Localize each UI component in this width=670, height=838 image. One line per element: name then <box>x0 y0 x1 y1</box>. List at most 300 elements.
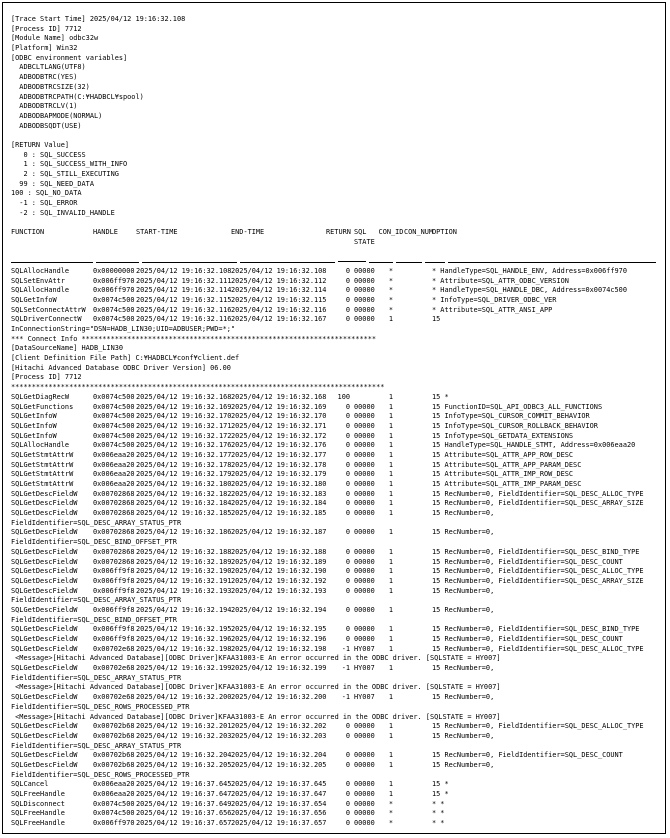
cell-function: SQLGetInfoW <box>11 412 57 421</box>
trace-row <box>11 509 659 519</box>
cell-handle: 0x006ff9f8 <box>93 625 135 634</box>
cell-sql-state: HY007 <box>354 693 375 702</box>
cell-sql-state: 00000 <box>354 576 375 585</box>
cell-con-num <box>404 790 424 800</box>
cell-return: 0 <box>345 266 350 275</box>
cell-con-id: * <box>388 295 394 304</box>
trace-row <box>11 528 659 538</box>
cell-sql-state: 00000 <box>354 586 375 595</box>
cell-con-id: 1 <box>388 605 394 614</box>
cell-start-time: 2025/04/12 19:16:37.647 <box>136 790 232 798</box>
cell-start-time: 2025/04/12 19:16:32.200 <box>136 693 232 702</box>
header-line: 99 : SQL_NEED_DATA <box>11 179 94 188</box>
cell-con-num <box>404 693 424 703</box>
cell-end-time: 2025/04/12 19:16:32.188 <box>231 547 327 556</box>
col-con-num: CON_NUM <box>404 228 434 237</box>
cell-con-num <box>404 499 424 509</box>
cell-return: 0 <box>345 557 350 566</box>
trace-row <box>11 548 659 558</box>
cell-start-time: 2025/04/12 19:16:32.179 <box>136 470 232 479</box>
column-separator <box>11 257 659 267</box>
cell-return: 0 <box>345 412 350 421</box>
cell-start-time: 2025/04/12 19:16:32.115 <box>136 295 232 304</box>
cell-function: SQLCancel <box>11 780 49 789</box>
cell-return: 0 <box>345 760 350 769</box>
cell-option: 15 RecNumber=0, FieldIdentifier=SQL_DESC_COUNT <box>432 751 623 760</box>
trace-row <box>11 499 659 509</box>
trace-row <box>11 800 659 810</box>
cell-return: 0 <box>345 635 350 643</box>
cell-option: 15 InfoType=SQL_GETDATA_EXTENSIONS <box>432 431 574 440</box>
cell-con-id: 1 <box>388 576 394 585</box>
trace-row <box>11 470 659 480</box>
cell-con-num <box>404 664 424 674</box>
header-line: -2 : SQL_INVALID_HANDLE <box>11 208 115 217</box>
cell-function: SQLDriverConnectW <box>11 315 82 324</box>
cell-end-time: 2025/04/12 19:16:32.190 <box>231 567 327 576</box>
trace-row <box>11 645 659 655</box>
cell-con-id: 1 <box>388 441 394 450</box>
cell-con-num <box>404 587 424 597</box>
cell-return: 0 <box>345 441 350 450</box>
cell-con-num <box>404 732 424 742</box>
cell-option: 15 RecNumber=0, FieldIdentifier=SQL_DESC_BIND_TYPE <box>432 547 640 556</box>
trace-row <box>11 664 659 674</box>
cell-start-time: 2025/04/12 19:16:32.199 <box>136 664 232 673</box>
cell-con-num <box>404 819 424 829</box>
trace-row <box>11 790 659 800</box>
cell-handle: 0x0074c500 <box>93 431 135 440</box>
cell-con-num <box>404 441 424 451</box>
cell-function: SQLGetDescFieldW <box>11 586 78 595</box>
cell-end-time: 2025/04/12 19:16:32.112 <box>231 276 327 285</box>
cell-function: SQLFreeHandle <box>11 809 65 818</box>
cell-con-id: 1 <box>388 664 394 673</box>
cell-function: SQLGetStmtAttrW <box>11 480 74 488</box>
cell-start-time: 2025/04/12 19:16:32.205 <box>136 760 232 769</box>
cell-end-time: 2025/04/12 19:16:32.184 <box>231 499 327 508</box>
cell-con-num <box>404 267 424 277</box>
cell-con-num <box>404 635 424 645</box>
cell-handle: 0x006ff9f8 <box>93 576 135 585</box>
cell-return: 0 <box>345 605 350 614</box>
cell-function: SQLGetStmtAttrW <box>11 450 74 459</box>
cell-start-time: 2025/04/12 19:16:32.176 <box>136 441 232 450</box>
cell-option: * * <box>432 819 445 828</box>
cell-end-time: 2025/04/12 19:16:32.189 <box>231 557 327 566</box>
cell-con-num <box>404 558 424 568</box>
cell-con-id: 1 <box>388 402 394 411</box>
cell-start-time: 2025/04/12 19:16:32.201 <box>136 722 232 731</box>
trace-row <box>11 761 659 771</box>
continuation-line: FieldIdentifier=SQL_DESC_ARRAY_STATUS_PTR <box>11 741 182 750</box>
cell-sql-state: 00000 <box>354 315 375 324</box>
cell-handle: 0x006eaa20 <box>93 460 135 469</box>
cell-return: 0 <box>345 509 350 518</box>
cell-sql-state: 00000 <box>354 509 375 518</box>
cell-function: SQLGetDescFieldW <box>11 499 78 508</box>
cell-return: 0 <box>345 819 350 828</box>
trace-row <box>11 403 659 413</box>
cell-function: SQLSetEnvAttr <box>11 276 65 285</box>
connect-info-line: [Client Definition File Path] C:¥HADBCL¥conf¥client.def <box>11 354 240 363</box>
col-end-time: END-TIME <box>231 228 265 237</box>
header-line: ADBODBTRC(YES) <box>11 73 78 82</box>
cell-return: 0 <box>345 489 350 498</box>
trace-row <box>11 606 659 616</box>
continuation-line: FieldIdentifier=SQL_DESC_ROWS_PROCESSED_PTR <box>11 702 190 711</box>
trace-row <box>11 780 659 790</box>
cell-handle: 0x0074c500 <box>93 421 135 430</box>
cell-end-time: 2025/04/12 19:16:32.193 <box>231 586 327 595</box>
trace-row <box>11 567 659 577</box>
cell-option: 15 <box>432 315 441 324</box>
cell-handle: 0x006eaa20 <box>93 790 135 798</box>
cell-sql-state: HY007 <box>354 644 375 653</box>
cell-start-time: 2025/04/12 19:16:32.177 <box>136 450 232 459</box>
cell-con-num <box>404 470 424 480</box>
cell-handle: 0x00702868 <box>93 547 135 556</box>
connect-info-line: [Process ID] 7712 <box>11 373 82 382</box>
cell-option: 15 InfoType=SQL_CURSOR_COMMIT_BEHAVIOR <box>432 412 590 421</box>
cell-return: 0 <box>345 567 350 576</box>
trace-row <box>11 732 659 742</box>
cell-sql-state: 00000 <box>354 295 375 304</box>
cell-start-time: 2025/04/12 19:16:37.656 <box>136 809 232 818</box>
cell-start-time: 2025/04/12 19:16:32.170 <box>136 412 232 421</box>
cell-end-time: 2025/04/12 19:16:32.194 <box>231 605 327 614</box>
cell-con-num <box>404 315 424 325</box>
cell-option: 15 RecNumber=0, FieldIdentifier=SQL_DESC_ALLOC_TYPE <box>432 489 644 498</box>
cell-option: 15 Attribute=SQL_ATTR_APP_PARAM_DESC <box>432 460 582 469</box>
cell-end-time: 2025/04/12 19:16:32.176 <box>231 441 327 450</box>
cell-function: SQLSetConnectAttrW <box>11 305 86 314</box>
cell-end-time: 2025/04/12 19:16:37.656 <box>231 809 327 818</box>
cell-con-id: 1 <box>388 625 394 634</box>
cell-end-time: 2025/04/12 19:16:32.116 <box>231 305 327 314</box>
header-line: ADBODBTRCLV(1) <box>11 102 78 111</box>
cell-option: 15 Attribute=SQL_ATTR_APP_ROW_DESC <box>432 450 574 459</box>
cell-sql-state: 00000 <box>354 276 375 285</box>
cell-sql-state: 00000 <box>354 499 375 508</box>
header-line: ADBODBSQDT(USE) <box>11 121 82 130</box>
header-line: 1 : SQL_SUCCESS_WITH_INFO <box>11 160 128 169</box>
trace-log-document <box>2 2 666 834</box>
cell-function: SQLGetStmtAttrW <box>11 460 74 469</box>
cell-option: 15 Attribute=SQL_ATTR_IMP_PARAM_DESC <box>432 480 582 488</box>
cell-sql-state: 00000 <box>354 450 375 459</box>
trace-header <box>11 15 659 218</box>
cell-option: 15 RecNumber=0, FieldIdentifier=SQL_DESC_ALLOC_TYPE <box>432 644 644 653</box>
cell-start-time: 2025/04/12 19:16:32.182 <box>136 489 232 498</box>
cell-return: 0 <box>345 286 350 295</box>
cell-end-time: 2025/04/12 19:16:32.170 <box>231 412 327 421</box>
cell-return: 0 <box>345 315 350 324</box>
cell-con-id: 1 <box>388 489 394 498</box>
cell-function: SQLGetDescFieldW <box>11 625 78 634</box>
cell-sql-state: 00000 <box>354 470 375 479</box>
cell-end-time: 2025/04/12 19:16:32.171 <box>231 421 327 430</box>
cell-start-time: 2025/04/12 19:16:32.195 <box>136 625 232 634</box>
cell-option: 15 * <box>432 790 449 798</box>
cell-start-time: 2025/04/12 19:16:32.169 <box>136 402 232 411</box>
trace-row <box>11 587 659 597</box>
cell-sql-state: 00000 <box>354 286 375 295</box>
header-line: 0 : SQL_SUCCESS <box>11 150 86 159</box>
cell-handle: 0x00000000 <box>93 266 135 275</box>
cell-handle: 0x006ff9f8 <box>93 635 135 643</box>
cell-function: SQLGetDescFieldW <box>11 722 78 731</box>
trace-row <box>11 286 659 296</box>
trace-row <box>11 306 659 316</box>
col-option: OPTION <box>432 228 457 237</box>
continuation-line: <Message>[Hitachi Advanced Database][ODBC Driver]KFAA31003-E An error occurred in the ODBC driver. [SQLSTATE = HY007] <box>11 683 501 692</box>
cell-sql-state: 00000 <box>354 489 375 498</box>
cell-sql-state: 00000 <box>354 528 375 537</box>
cell-handle: 0x006ff9f8 <box>93 605 135 614</box>
cell-option: * Attribute=SQL_ATTR_ANSI_APP <box>432 305 553 314</box>
cell-sql-state: 00000 <box>354 605 375 614</box>
cell-con-num <box>404 461 424 471</box>
cell-con-num <box>404 480 424 490</box>
cell-con-num <box>404 548 424 558</box>
cell-end-time: 2025/04/12 19:16:32.195 <box>231 625 327 634</box>
cell-function: SQLGetDescFieldW <box>11 547 78 556</box>
cell-start-time: 2025/04/12 19:16:32.114 <box>136 286 232 295</box>
cell-sql-state: 00000 <box>354 760 375 769</box>
cell-start-time: 2025/04/12 19:16:32.194 <box>136 605 232 614</box>
cell-handle: 0x006ff970 <box>93 819 135 828</box>
cell-con-id: 1 <box>388 315 394 324</box>
cell-sql-state: 00000 <box>354 809 375 818</box>
cell-con-num <box>404 393 424 403</box>
header-line: 2 : SQL_STILL_EXECUTING <box>11 170 119 178</box>
cell-start-time: 2025/04/12 19:16:37.645 <box>136 780 232 789</box>
cell-sql-state: HY007 <box>354 664 375 673</box>
cell-con-id: * <box>388 305 394 314</box>
continuation-line: FieldIdentifier=SQL_DESC_BIND_OFFSET_PTR <box>11 538 177 547</box>
cell-function: SQLGetDescFieldW <box>11 509 78 518</box>
cell-option: * Attribute=SQL_ATTR_ODBC_VERSION <box>432 276 569 285</box>
cell-end-time: 2025/04/12 19:16:37.657 <box>231 819 327 828</box>
cell-sql-state: 00000 <box>354 305 375 314</box>
trace-row <box>11 277 659 287</box>
col-start-time: START-TIME <box>136 228 178 237</box>
cell-con-num <box>404 645 424 655</box>
header-line: [Module Name] odbc32w <box>11 34 99 43</box>
cell-con-id: 1 <box>388 528 394 537</box>
cell-con-id: 1 <box>388 450 394 459</box>
cell-end-time: 2025/04/12 19:16:32.177 <box>231 450 327 459</box>
cell-end-time: 2025/04/12 19:16:32.202 <box>231 722 327 731</box>
cell-option: 15 RecNumber=0, <box>432 693 495 702</box>
header-line: -1 : SQL_ERROR <box>11 199 78 208</box>
cell-function: SQLGetDescFieldW <box>11 635 78 643</box>
cell-handle: 0x006ff970 <box>93 276 135 285</box>
cell-handle: 0x00702e68 <box>93 693 135 702</box>
trace-row <box>11 625 659 635</box>
cell-function: SQLGetFunctions <box>11 402 74 411</box>
trace-row <box>11 480 659 490</box>
cell-option: 15 RecNumber=0, <box>432 509 495 518</box>
cell-con-id: 1 <box>388 421 394 430</box>
cell-con-num <box>404 296 424 306</box>
cell-function: SQLGetInfoW <box>11 421 57 430</box>
cell-handle: 0x006ff970 <box>93 286 135 295</box>
cell-end-time: 2025/04/12 19:16:32.200 <box>231 693 327 702</box>
trace-row <box>11 558 659 568</box>
cell-start-time: 2025/04/12 19:16:32.186 <box>136 528 232 537</box>
cell-start-time: 2025/04/12 19:16:32.196 <box>136 635 232 643</box>
continuation-line: <Message>[Hitachi Advanced Database][ODBC Driver]KFAA31003-E An error occurred in the ODBC driver. [SQLSTATE = HY007] <box>11 712 501 721</box>
cell-handle: 0x006eaa20 <box>93 470 135 479</box>
cell-return: 0 <box>345 421 350 430</box>
cell-start-time: 2025/04/12 19:16:32.172 <box>136 431 232 440</box>
cell-handle: 0x0074c500 <box>93 441 135 450</box>
cell-option: 15 RecNumber=0, <box>432 760 495 769</box>
cell-start-time: 2025/04/12 19:16:32.184 <box>136 499 232 508</box>
continuation-line: FieldIdentifier=SQL_DESC_ARRAY_STATUS_PTR <box>11 518 182 527</box>
cell-end-time: 2025/04/12 19:16:32.114 <box>231 286 327 295</box>
cell-handle: 0x00702868 <box>93 509 135 518</box>
header-line: [Platform] Win32 <box>11 44 78 53</box>
cell-end-time: 2025/04/12 19:16:32.196 <box>231 635 327 643</box>
cell-handle: 0x0074c500 <box>93 809 135 818</box>
trace-rows-connect <box>11 267 659 325</box>
cell-return: 0 <box>345 751 350 760</box>
header-line: ADBODBTRCPATH(C:¥HADBCL¥spool) <box>11 92 144 101</box>
cell-function: SQLGetDescFieldW <box>11 644 78 653</box>
cell-handle: 0x00702b68 <box>93 722 135 731</box>
cell-con-num <box>404 277 424 287</box>
cell-con-id: 1 <box>388 693 394 702</box>
trace-row <box>11 722 659 732</box>
cell-return: 0 <box>345 722 350 731</box>
trace-row <box>11 577 659 587</box>
col-sql-state: SQL <box>354 228 367 237</box>
cell-sql-state: 00000 <box>354 722 375 731</box>
cell-handle: 0x006eaa20 <box>93 780 135 789</box>
trace-row <box>11 693 659 703</box>
trace-row <box>11 809 659 819</box>
cell-option: 15 RecNumber=0, FieldIdentifier=SQL_DESC_BIND_TYPE <box>432 625 640 634</box>
cell-con-id: * <box>388 286 394 295</box>
cell-handle: 0x0074c500 <box>93 402 135 411</box>
col-return: RETURN <box>326 228 351 237</box>
cell-return: 0 <box>345 528 350 537</box>
continuation-line: FieldIdentifier=SQL_DESC_ARRAY_STATUS_PTR <box>11 673 182 682</box>
cell-handle: 0x0074c500 <box>93 295 135 304</box>
cell-start-time: 2025/04/12 19:16:32.111 <box>136 276 232 285</box>
cell-start-time: 2025/04/12 19:16:37.657 <box>136 819 232 828</box>
cell-end-time: 2025/04/12 19:16:37.645 <box>231 780 327 789</box>
cell-function: SQLAllocHandle <box>11 266 70 275</box>
cell-end-time: 2025/04/12 19:16:32.187 <box>231 528 327 537</box>
connect-info-line: [Hitachi Advanced Database ODBC Driver Version] 06.00 <box>11 363 231 372</box>
connect-info-line: *** Connect Info *********************************************************************** <box>11 334 377 343</box>
cell-sql-state: 00000 <box>354 421 375 430</box>
col-sql-state-2: STATE <box>354 237 375 246</box>
cell-sql-state: 00000 <box>354 799 375 808</box>
cell-option: 15 RecNumber=0, <box>432 586 495 595</box>
cell-end-time: 2025/04/12 19:16:32.168 <box>231 392 327 401</box>
header-line: 100 : SQL_NO_DATA <box>11 189 82 198</box>
cell-sql-state: 00000 <box>354 441 375 450</box>
trace-row <box>11 635 659 645</box>
col-con-id: CON_ID <box>378 228 404 237</box>
cell-function: SQLAllocHandle <box>11 441 70 450</box>
cell-con-id: 1 <box>388 460 394 469</box>
cell-option: 15 RecNumber=0, <box>432 664 495 673</box>
cell-con-num <box>404 432 424 442</box>
cell-con-id: 1 <box>388 731 394 740</box>
cell-function: SQLDisconnect <box>11 799 65 808</box>
cell-return: -1 <box>341 693 350 702</box>
cell-con-id: * <box>388 809 394 818</box>
cell-start-time: 2025/04/12 19:16:32.190 <box>136 567 232 576</box>
cell-con-num <box>404 286 424 296</box>
cell-function: SQLGetDescFieldW <box>11 567 78 576</box>
cell-con-id: 1 <box>388 547 394 556</box>
trace-row <box>11 441 659 451</box>
cell-con-id: 1 <box>388 480 394 488</box>
cell-function: SQLGetDescFieldW <box>11 751 78 760</box>
cell-return: 0 <box>345 295 350 304</box>
cell-end-time: 2025/04/12 19:16:32.180 <box>231 480 327 488</box>
cell-sql-state: 00000 <box>354 557 375 566</box>
cell-function: SQLGetDescFieldW <box>11 760 78 769</box>
trace-row <box>11 267 659 277</box>
cell-option: 15 RecNumber=0, FieldIdentifier=SQL_DESC_ARRAY_SIZE <box>432 499 644 508</box>
continuation-line: <Message>[Hitachi Advanced Database][ODBC Driver]KFAA31003-E An error occurred in the ODBC driver. [SQLSTATE = HY007] <box>11 654 501 663</box>
continuation-line: FieldIdentifier=SQL_DESC_ARRAY_STATUS_PTR <box>11 596 182 605</box>
cell-sql-state: 00000 <box>354 819 375 828</box>
cell-function: SQLGetInfoW <box>11 431 57 440</box>
col-function: FUNCTION <box>11 228 45 237</box>
cell-return: 0 <box>345 276 350 285</box>
cell-option: 15 RecNumber=0, <box>432 528 495 537</box>
cell-option: 15 RecNumber=0, FieldIdentifier=SQL_DESC_ALLOC_TYPE <box>432 722 644 731</box>
connect-info-block <box>11 325 659 393</box>
cell-handle: 0x00702868 <box>93 528 135 537</box>
cell-start-time: 2025/04/12 19:16:32.191 <box>136 576 232 585</box>
cell-return: 0 <box>345 431 350 440</box>
cell-handle: 0x0074c500 <box>93 315 135 324</box>
cell-return: 0 <box>345 586 350 595</box>
cell-option: 15 RecNumber=0, FieldIdentifier=SQL_DESC_COUNT <box>432 557 623 566</box>
cell-handle: 0x00702b68 <box>93 751 135 760</box>
cell-option: 15 HandleType=SQL_HANDLE_STMT, Address=0x006eaa20 <box>432 441 636 450</box>
cell-handle: 0x0074c500 <box>93 799 135 808</box>
cell-end-time: 2025/04/12 19:16:32.169 <box>231 402 327 411</box>
trace-rows-statements <box>11 393 659 829</box>
header-line: ADBODBAPMODE(NORMAL) <box>11 111 103 120</box>
cell-sql-state <box>354 393 378 403</box>
cell-con-id: * <box>388 819 394 828</box>
cell-handle: 0x00702e68 <box>93 664 135 673</box>
cell-option: 15 InfoType=SQL_CURSOR_ROLLBACK_BEHAVIOR <box>432 421 598 430</box>
cell-return: 0 <box>345 402 350 411</box>
cell-end-time: 2025/04/12 19:16:32.205 <box>231 760 327 769</box>
cell-start-time: 2025/04/12 19:16:32.116 <box>136 305 232 314</box>
cell-con-num <box>404 800 424 810</box>
cell-function: SQLGetDescFieldW <box>11 557 78 566</box>
header-line: ADBODBTRCSIZE(32) <box>11 82 90 91</box>
cell-sql-state: 00000 <box>354 751 375 760</box>
trace-row <box>11 451 659 461</box>
cell-handle: 0x006ff9f8 <box>93 567 135 576</box>
cell-option: * HandleType=SQL_HANDLE_ENV, Address=0x006ff970 <box>432 266 627 275</box>
